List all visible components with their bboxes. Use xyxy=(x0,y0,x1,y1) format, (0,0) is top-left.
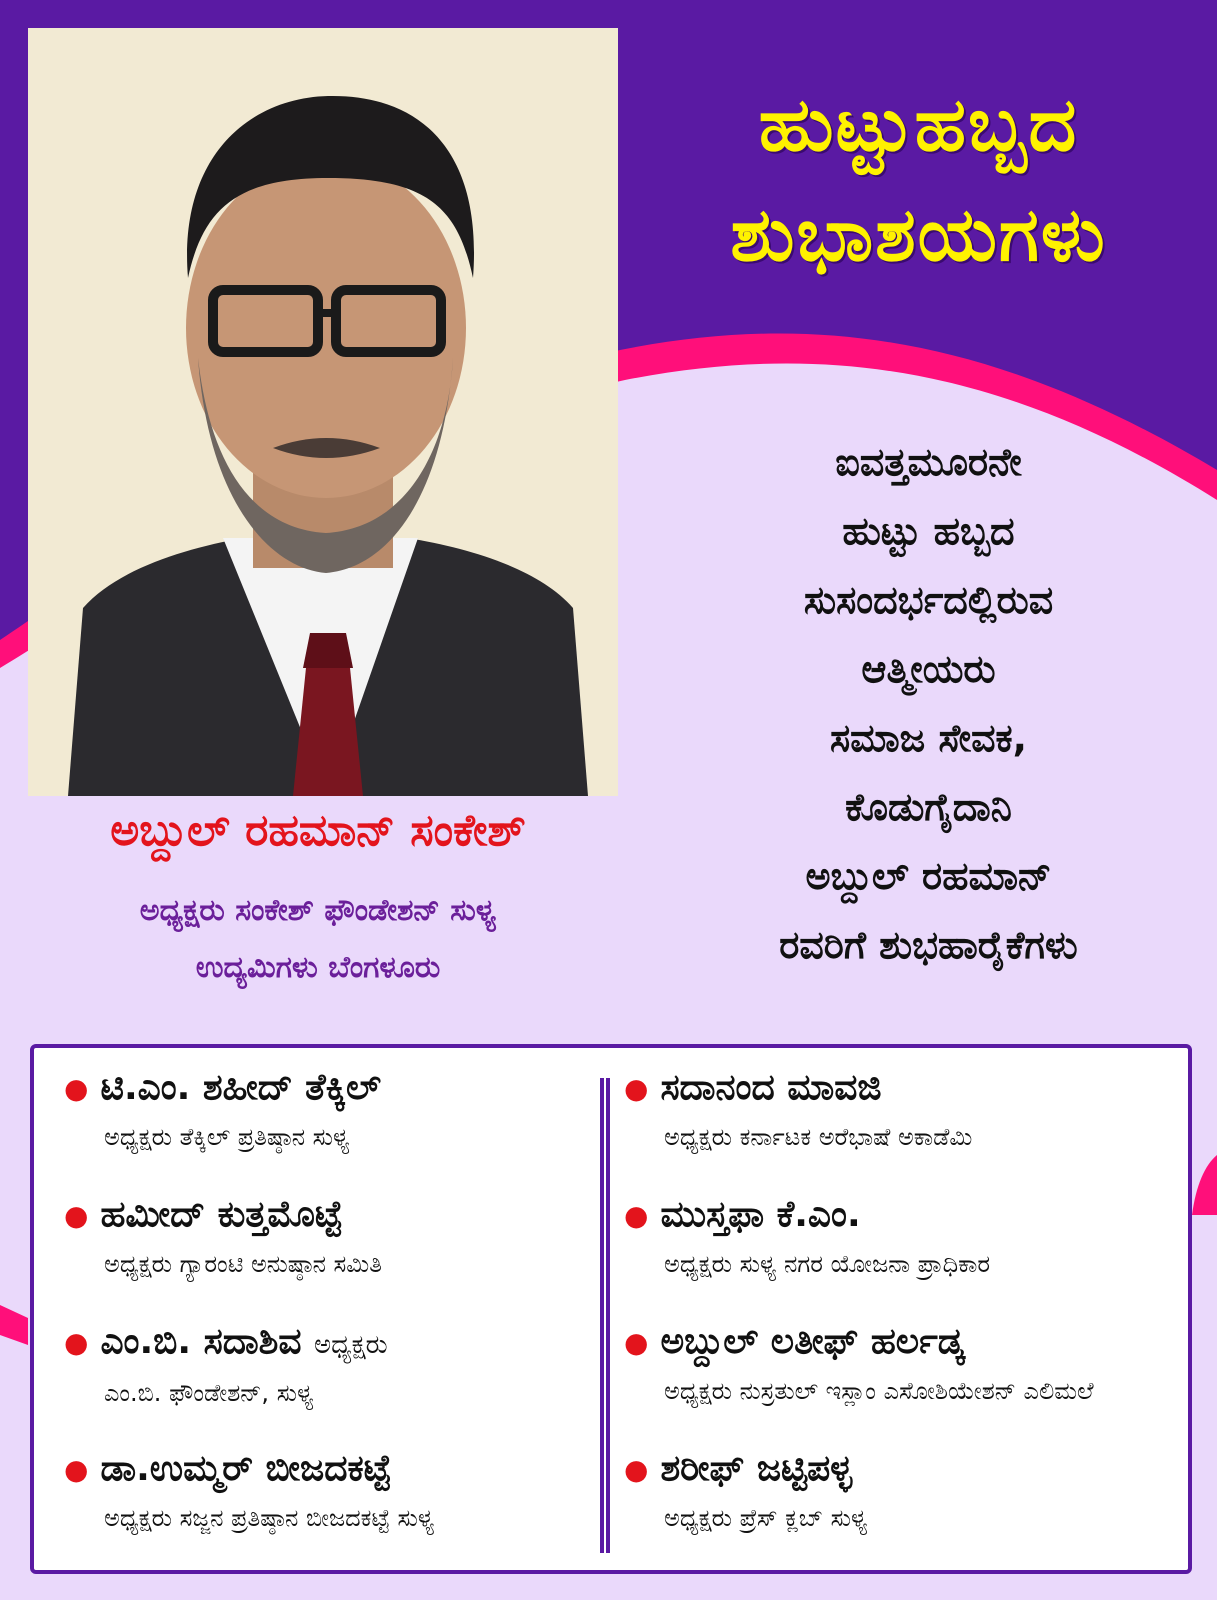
bullet-icon: ● xyxy=(624,1199,649,1232)
bullet-icon: ● xyxy=(624,1072,649,1105)
message-line: ಹುಟ್ಟು ಹಬ್ಬದ xyxy=(842,509,1015,553)
bullet-icon: ● xyxy=(624,1453,649,1486)
column-divider xyxy=(600,1078,610,1553)
bullet-icon: ● xyxy=(64,1326,89,1359)
wisher-name: ಅಬ್ದುಲ್ ಲತೀಫ್ ಹರ್ಲಡ್ಕ xyxy=(660,1321,965,1362)
message-line: ರವರಿಗೆ ಶುಭಹಾರೈಕೆಗಳು xyxy=(779,923,1078,967)
wisher-name: ಸದಾನಂದ ಮಾವಜಿ xyxy=(660,1067,882,1108)
wisher-role: ಅಧ್ಯಕ್ಷರು ತೆಕ್ಕಿಲ್ ಪ್ರತಿಷ್ಠಾನ ಸುಳ್ಯ xyxy=(104,1123,350,1151)
headline-line-1: ಹುಟ್ಟುಹಬ್ಬದ xyxy=(758,82,1079,168)
wisher-entry xyxy=(624,1189,1184,1316)
wisher-name: ಮುಸ್ತಫಾ ಕೆ.ಎಂ. xyxy=(660,1194,861,1235)
wisher-name: ಟಿ.ಎಂ. ಶಹೀದ್ ತೆಕ್ಕಿಲ್ xyxy=(100,1067,381,1108)
wisher-role: ಅಧ್ಯಕ್ಷರು ಪ್ರೆಸ್ ಕ್ಲಬ್ ಸುಳ್ಯ xyxy=(664,1504,868,1532)
honoree-title-line-1: ಅಧ್ಯಕ್ಷರು ಸಂಕೇಶ್ ಫೌಂಡೇಶನ್ ಸುಳ್ಯ xyxy=(139,893,497,928)
message-line: ಕೊಡುಗೈದಾನಿ xyxy=(845,785,1012,829)
wisher-entry xyxy=(624,1062,1184,1189)
message-line: ಆತ್ಮೀಯರು xyxy=(861,647,996,691)
portrait-photo xyxy=(28,28,618,796)
wisher-role: ಎಂ.ಬಿ. ಫೌಂಡೇಶನ್, ಸುಳ್ಯ xyxy=(104,1379,314,1407)
wishers-left-column xyxy=(64,1062,594,1570)
wisher-role: ಅಧ್ಯಕ್ಷರು ಗ್ಯಾರಂಟಿ ಅನುಷ್ಠಾನ ಸಮಿತಿ xyxy=(104,1250,382,1278)
wisher-name: ಹಮೀದ್ ಕುತ್ತಮೊಟ್ಟೆ xyxy=(100,1194,343,1235)
honoree-name: ಅಬ್ದುಲ್ ರಹಮಾನ್ ಸಂಕೇಶ್ xyxy=(110,805,526,856)
bullet-icon: ● xyxy=(64,1453,89,1486)
headline-line-2: ಶುಭಾಶಯಗಳು xyxy=(730,192,1107,278)
wisher-entry xyxy=(624,1443,1184,1570)
wisher-entry xyxy=(64,1443,594,1570)
wishers-panel xyxy=(30,1044,1192,1574)
bullet-icon: ● xyxy=(624,1326,649,1359)
honoree-title-line-2: ಉದ್ಯಮಿಗಳು ಬೆಂಗಳೂರು xyxy=(195,950,441,985)
wishers-right-column xyxy=(624,1062,1184,1570)
wisher-entry xyxy=(64,1189,594,1316)
wisher-name: ಡಾ.ಉಮ್ಮರ್ ಬೀಜದಕಟ್ಟೆ xyxy=(100,1448,392,1489)
wisher-name: ಶರೀಫ್ ಜಟ್ಟಿಪಳ್ಳ xyxy=(660,1448,852,1489)
message-line: ಸಮಾಜ ಸೇವಕ, xyxy=(829,716,1028,760)
wisher-entry xyxy=(64,1316,594,1443)
wisher-role: ಅಧ್ಯಕ್ಷರು ಸಜ್ಜನ ಪ್ರತಿಷ್ಠಾನ ಬೀಜದಕಟ್ಟೆ ಸುಳ್ಯ xyxy=(104,1504,435,1532)
wisher-role: ಅಧ್ಯಕ್ಷರು ನುಸ್ರತುಲ್ ಇಸ್ಲಾಂ ಎಸೋಶಿಯೇಶನ್ ಎಲಿಮಲೆ xyxy=(664,1377,1094,1405)
bullet-icon: ● xyxy=(64,1072,89,1105)
message-line: ಅಬ್ದುಲ್ ರಹಮಾನ್ xyxy=(805,854,1052,898)
wisher-role: ಅಧ್ಯಕ್ಷರು ಸುಳ್ಯ ನಗರ ಯೋಜನಾ ಪ್ರಾಧಿಕಾರ xyxy=(664,1250,991,1278)
wisher-entry xyxy=(624,1316,1184,1443)
wisher-role: ಅಧ್ಯಕ್ಷರು ಕರ್ನಾಟಕ ಅರೆಭಾಷೆ ಅಕಾಡೆಮಿ xyxy=(664,1123,973,1151)
message-line: ಸುಸಂದರ್ಭದಲ್ಲಿರುವ xyxy=(803,578,1054,622)
message-line: ಐವತ್ತಮೂರನೇ xyxy=(835,440,1022,484)
greeting-message xyxy=(640,428,1217,980)
wisher-inline-role: ಅಧ್ಯಕ್ಷರು xyxy=(314,1330,388,1360)
wisher-name: ಎಂ.ಬಿ. ಸದಾಶಿವ xyxy=(100,1321,302,1362)
wisher-entry xyxy=(64,1062,594,1189)
bullet-icon: ● xyxy=(64,1199,89,1232)
